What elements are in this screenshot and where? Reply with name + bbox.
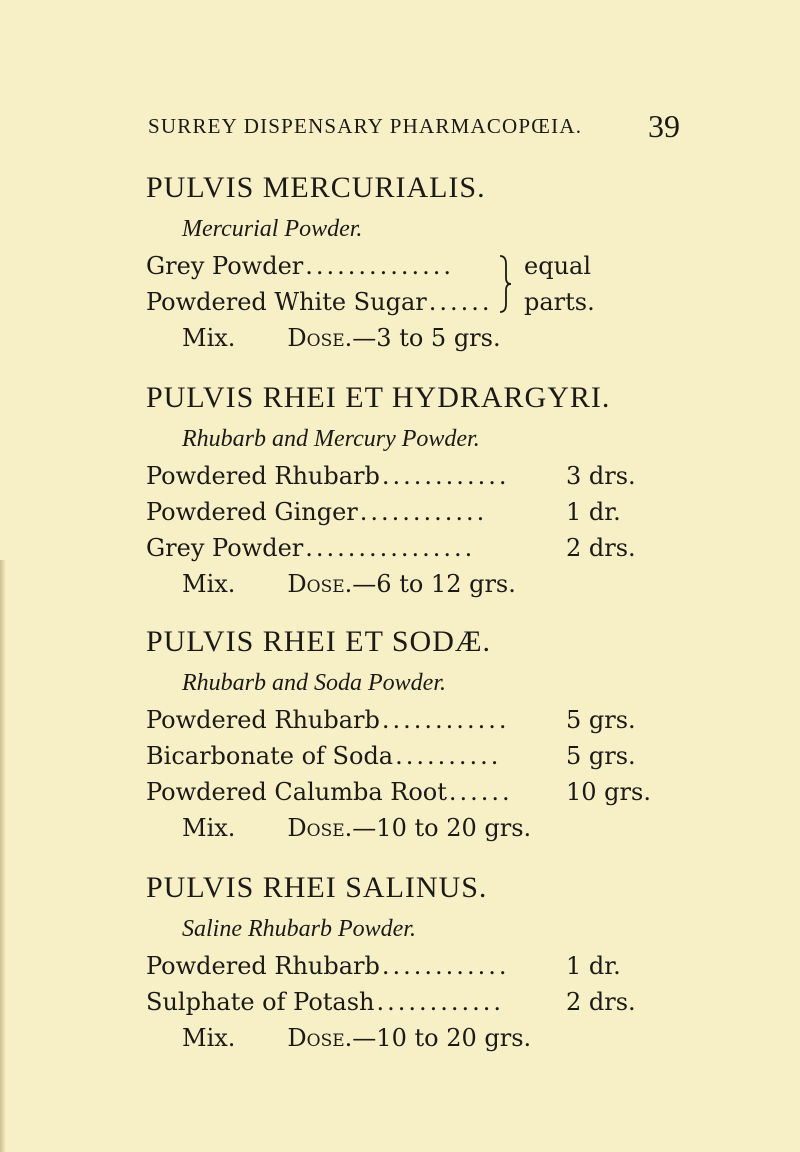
ingredient-quantity: 2 drs. [566, 988, 636, 1016]
dose-label: Dose. [287, 814, 353, 842]
running-head [140, 106, 680, 150]
mix-instruction: Mix. [182, 324, 236, 352]
ingredient-row [146, 284, 496, 320]
ingredient-name: Bicarbonate of Soda [146, 742, 394, 770]
ingredient-name: Powdered Rhubarb [146, 706, 380, 734]
proportion-equal: equal [524, 252, 592, 280]
ingredient-row [146, 458, 666, 494]
page-number: 39 [648, 108, 680, 144]
recipe-subtitle: Rhubarb and Mercury Powder. [182, 426, 480, 452]
mix-instruction: Mix. [182, 1024, 236, 1052]
leader-dots: ............ [359, 498, 488, 526]
recipe-title: PULVIS MERCURIALIS. [146, 171, 486, 204]
dosage-line [146, 566, 666, 602]
leader-dots: ............ [381, 952, 510, 980]
recipe-subtitle: Rhubarb and Soda Powder. [182, 670, 446, 696]
mix-instruction: Mix. [182, 570, 236, 598]
ingredient-name: Grey Powder [146, 534, 304, 562]
ingredient-name: Powdered Rhubarb [146, 952, 380, 980]
leader-dots: ...... [448, 778, 513, 806]
leader-dots: .......... [395, 742, 502, 770]
ingredient-row [146, 984, 666, 1020]
leader-dots: ............ [381, 462, 510, 490]
proportion-brace-group [498, 248, 618, 320]
ingredient-quantity: 1 dr. [566, 952, 621, 980]
ingredient-name: Powdered Calumba Root [146, 778, 447, 806]
recipe-pulvis-mercurialis [146, 166, 666, 356]
page-edge-shadow [0, 560, 6, 1152]
dosage-line [146, 810, 666, 846]
leader-dots: ...... [428, 288, 493, 316]
ingredient-quantity: 5 grs. [566, 706, 636, 734]
ingredient-quantity: 10 grs. [566, 778, 651, 806]
dose-label: Dose. [287, 324, 353, 352]
ingredient-quantity: 3 drs. [566, 462, 636, 490]
running-title: SURREY DISPENSARY PHARMACOPŒIA. [148, 114, 583, 138]
ingredient-quantity: 1 dr. [566, 498, 621, 526]
leader-dots: ............ [376, 988, 505, 1016]
ingredient-quantity: 5 grs. [566, 742, 636, 770]
dose-label: Dose. [287, 570, 353, 598]
recipe-pulvis-rhei-et-hydrargyri [146, 376, 666, 602]
ingredient-name: Sulphate of Potash [146, 988, 375, 1016]
ingredient-row [146, 774, 666, 810]
leader-dots: ............ [381, 706, 510, 734]
dose-value: —10 to 20 grs. [352, 814, 532, 842]
recipe-title: PULVIS RHEI ET HYDRARGYRI. [146, 381, 611, 414]
dose-label: Dose. [287, 1024, 353, 1052]
ingredient-name: Powdered White Sugar [146, 288, 427, 316]
ingredient-row [146, 494, 666, 530]
curly-brace-icon [498, 254, 512, 314]
dosage-line [146, 320, 666, 356]
ingredient-row [146, 738, 666, 774]
recipe-pulvis-rhei-et-sodae [146, 620, 666, 846]
mix-instruction: Mix. [182, 814, 236, 842]
recipe-title: PULVIS RHEI SALINUS. [146, 871, 488, 904]
ingredient-name: Grey Powder [146, 252, 304, 280]
dose-value: —3 to 5 grs. [352, 324, 501, 352]
ingredient-name: Powdered Ginger [146, 498, 358, 526]
ingredient-row [146, 702, 666, 738]
recipe-subtitle: Mercurial Powder. [182, 216, 363, 242]
ingredient-row [146, 248, 496, 284]
recipe-title: PULVIS RHEI ET SODÆ. [146, 625, 492, 658]
dose-value: —10 to 20 grs. [352, 1024, 532, 1052]
leader-dots: .............. [305, 252, 455, 280]
ingredient-quantity: 2 drs. [566, 534, 636, 562]
ingredient-row [146, 530, 666, 566]
ingredient-name: Powdered Rhubarb [146, 462, 380, 490]
ingredient-list [146, 248, 666, 320]
leader-dots: ................ [305, 534, 476, 562]
ingredient-row [146, 948, 666, 984]
dosage-line [146, 1020, 666, 1056]
proportion-parts: parts. [524, 288, 595, 316]
dose-value: —6 to 12 grs. [352, 570, 516, 598]
recipe-subtitle: Saline Rhubarb Powder. [182, 916, 416, 942]
recipe-pulvis-rhei-salinus [146, 866, 666, 1056]
